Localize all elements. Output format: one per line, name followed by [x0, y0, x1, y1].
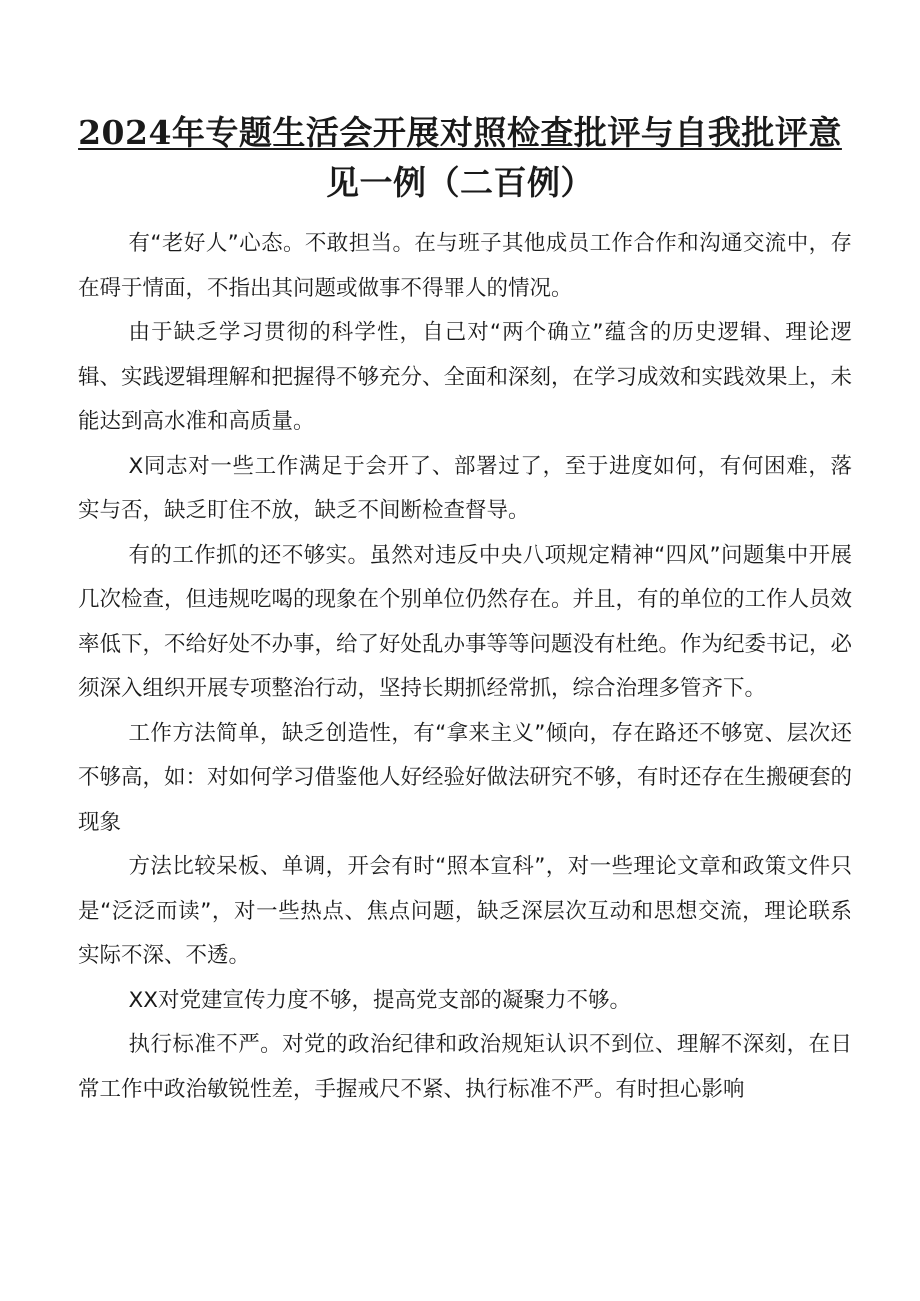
document-body: [78, 222, 852, 1112]
document-title: [70, 108, 850, 208]
paragraph-8: 执行标准不严。对党的政治纪律和政治规矩认识不到位、理解不深刻，在日常工作中政治敏锐性差，手握戒尺不紧、执行标准不严。有时担心影响: [78, 1032, 852, 1102]
paragraph-2: 由于缺乏学习贯彻的科学性，自己对“两个确立”蕴含的历史逻辑、理论逻辑、实践逻辑理解和把握得不够充分、全面和深刻，在学习成效和实践效果上，未能达到高水准和高质量。: [78, 320, 853, 434]
paragraph-1: 有“老好人”心态。不敢担当。在与班子其他成员工作合作和沟通交流中，存在碍于情面，不指出其问题或做事不得罪人的情况。: [78, 231, 852, 301]
title-line-2: 见一例（二百例）: [326, 163, 594, 202]
paragraph-6: 方法比较呆板、单调，开会有时“照本宣科”，对一些理论文章和政策文件只是“泛泛而读”，对一些热点、焦点问题，缺乏深层次互动和思想交流，理论联系实际不深、不透。: [78, 854, 852, 968]
paragraph-4: 有的工作抓的还不够实。虽然对违反中央八项规定精神“四风”问题集中开展几次检查，但违规吃喝的现象在个别单位仍然存在。并且，有的单位的工作人员效率低下，不给好处不办事，给了好处乱办事等等问题没有杜绝。作为纪委书记，必须深入组织开展专项整治行动，坚持长期抓经常抓，综合治理多管齐下。: [78, 542, 853, 701]
title-line-1: 2024年专题生活会开展对照检查批评与自我批评意: [78, 113, 842, 152]
paragraph-3: X同志对一些工作满足于会开了、部署过了，至于进度如何，有何困难，落实与否，缺乏盯住不放，缺乏不间断检查督导。: [78, 453, 852, 523]
paragraph-7: XX对党建宣传力度不够，提高党支部的凝聚力不够。: [128, 987, 631, 1013]
paragraph-5: 工作方法简单，缺乏创造性，有“拿来主义”倾向，存在路还不够宽、层次还不够高，如：对如何学习借鉴他人好经验好做法研究不够，有时还存在生搬硬套的现象: [78, 720, 853, 835]
